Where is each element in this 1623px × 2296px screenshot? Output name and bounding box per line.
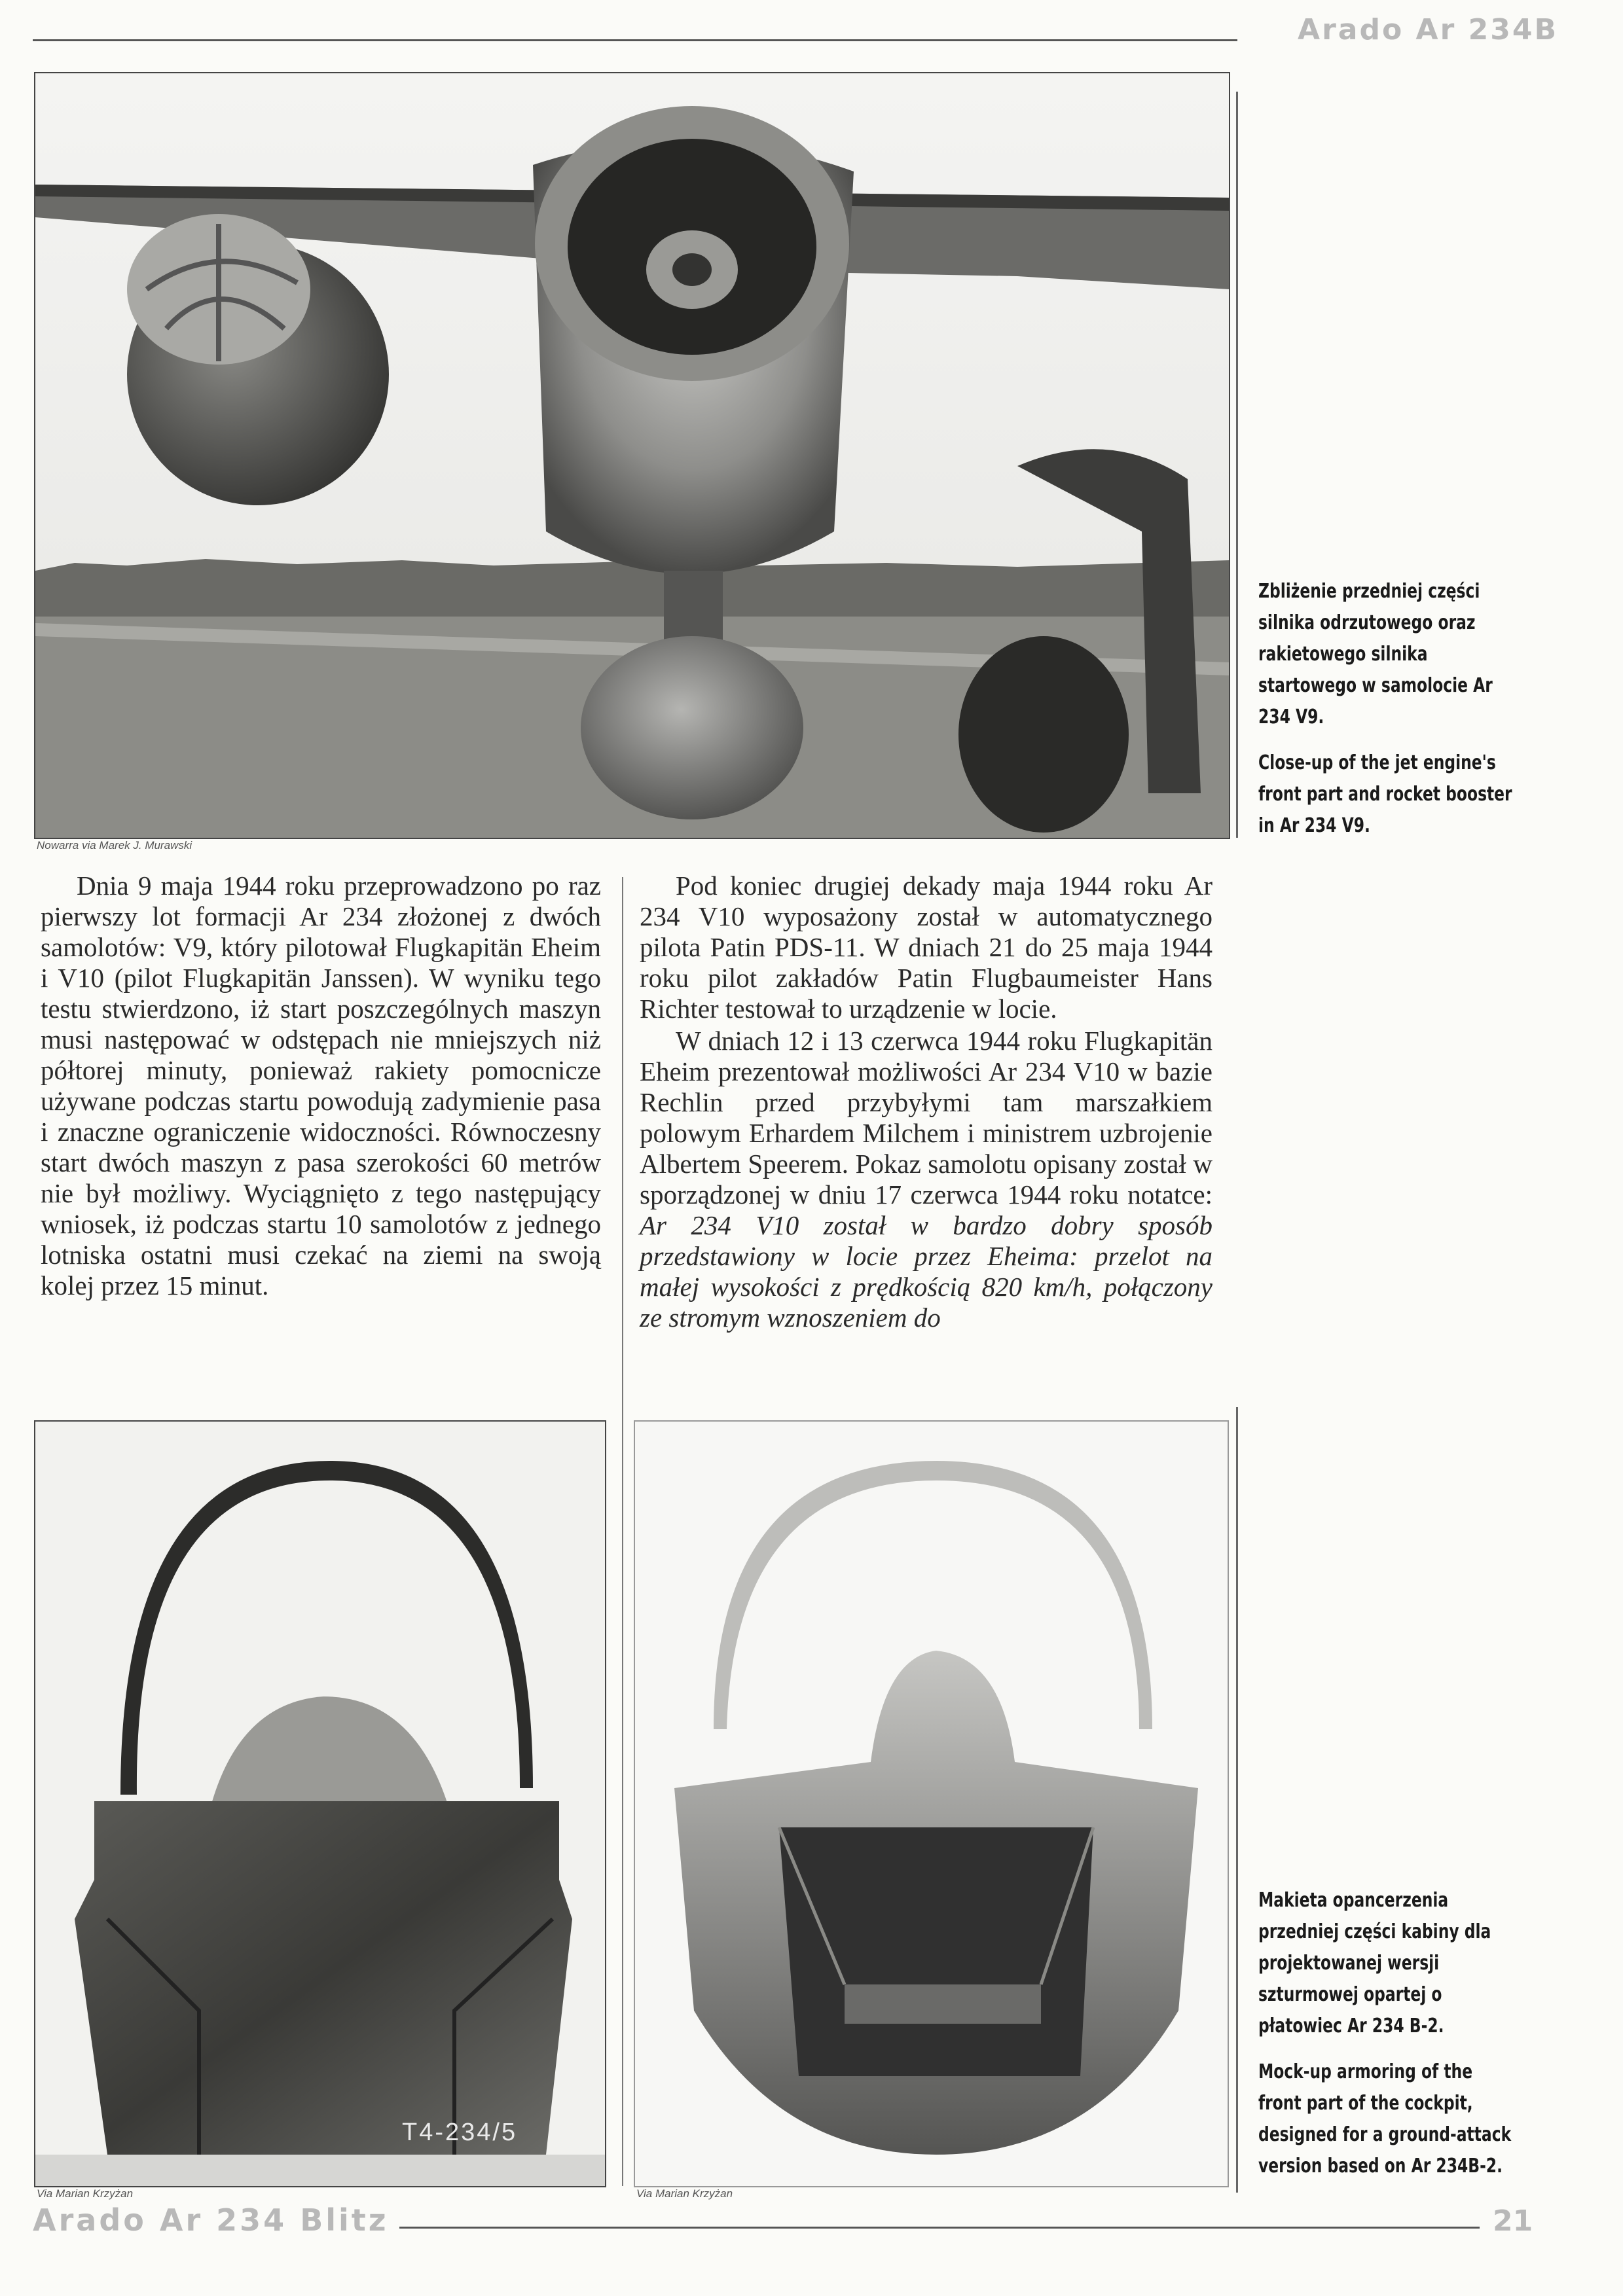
armor-interior-photo-illustration xyxy=(635,1422,1228,2186)
header-rule xyxy=(33,39,1237,41)
quotation: Ar 234 V10 został w bardzo dobry sposób przedstawiony w locie przez Eheima: przelot na małej wysokości z prędkością 820 km/h, połączony ze stromym wznoszeniem do xyxy=(640,1210,1213,1333)
paragraph-text: W dniach 12 i 13 czerwca 1944 roku Flugkapitän Eheim prezentował możliwości Ar 234 V10 w bazie Rechlin przed przybyłymi tam marszałkiem polowym Erhardem Milchem i ministrem uzbrojenie Albertem Speerem. Pokaz samolotu opisany został w sporządzonej w dniu 17 czerwca 1944 roku notatce: xyxy=(640,1026,1213,1210)
right-column-rule-bottom xyxy=(1236,1407,1238,2193)
top-caption xyxy=(1258,576,1519,856)
text-column-2 xyxy=(640,870,1213,1335)
top-photo xyxy=(34,72,1230,839)
footer-rule xyxy=(399,2227,1480,2229)
page-number: 21 xyxy=(1493,2204,1533,2238)
top-caption-polish: Zbliżenie przedniej części silnika odrzutowego oraz rakietowego silnika startowego w samolocie Ar 234 V9. xyxy=(1258,580,1493,728)
paragraph xyxy=(640,1026,1213,1333)
top-photo-credit: Nowarra via Marek J. Murawski xyxy=(37,839,192,852)
jet-engine-photo-illustration xyxy=(35,73,1229,838)
header-title: Arado Ar 234B xyxy=(1298,13,1558,46)
footer-title: Arado Ar 234 Blitz xyxy=(33,2202,389,2238)
bottom-caption-polish: Makieta opancerzenia przedniej części kabiny dla projektowanej wersji szturmowej opartej o płatowiec Ar 234 B-2. xyxy=(1258,1889,1491,2037)
bottom-caption-english: Mock-up armoring of the front part of the cockpit, designed for a ground-attack version based on Ar 234B-2. xyxy=(1258,2060,1512,2178)
paragraph: Dnia 9 maja 1944 roku przeprowadzono po raz pierwszy lot formacji Ar 234 złożonej z dwóch samolotów: V9, który pilotował Flugkapitän Eheim i V10 (pilot Flugkapitän Janssen). W wyniku tego testu stwierdzono, iż start poszczególnych maszyn musi następować w odstępach nie mniejszych niż półtorej minuty, ponieważ rakiety pomocnicze używane podczas startu powodują zadymienie pasa i znaczne ograniczenie widoczności. Równoczesny start dwóch maszyn z pasa szerokości 60 metrów nie był możliwy. Wyciągnięto z tego następujący wniosek, iż podczas startu 10 samolotów z jednego lotniska ostatni musi czekać na ziemi na swoją kolej przez 15 minut. xyxy=(41,870,601,1300)
column-divider xyxy=(622,877,623,2186)
text-column-1 xyxy=(41,870,601,1302)
photo-stamp: T4-234/5 xyxy=(402,2119,518,2146)
right-column-rule-top xyxy=(1236,92,1238,838)
bottom-left-credit: Via Marian Krzyżan xyxy=(37,2187,134,2200)
armor-mockup-photo-illustration xyxy=(35,1422,605,2186)
bottom-right-credit: Via Marian Krzyżan xyxy=(636,2187,733,2200)
bottom-left-photo xyxy=(34,1420,606,2187)
top-caption-english: Close-up of the jet engine's front part and rocket booster in Ar 234 V9. xyxy=(1258,751,1512,837)
bottom-caption xyxy=(1258,1885,1519,2197)
paragraph: Pod koniec drugiej dekady maja 1944 roku Ar 234 V10 wyposażony został w automatycznego pilota Patin PDS-11. W dniach 21 do 25 maja 1944 roku pilot zakładów Patin Flugbaumeister Hans Richter testował to urządzenie w locie. xyxy=(640,870,1213,1024)
bottom-right-photo xyxy=(634,1420,1229,2187)
